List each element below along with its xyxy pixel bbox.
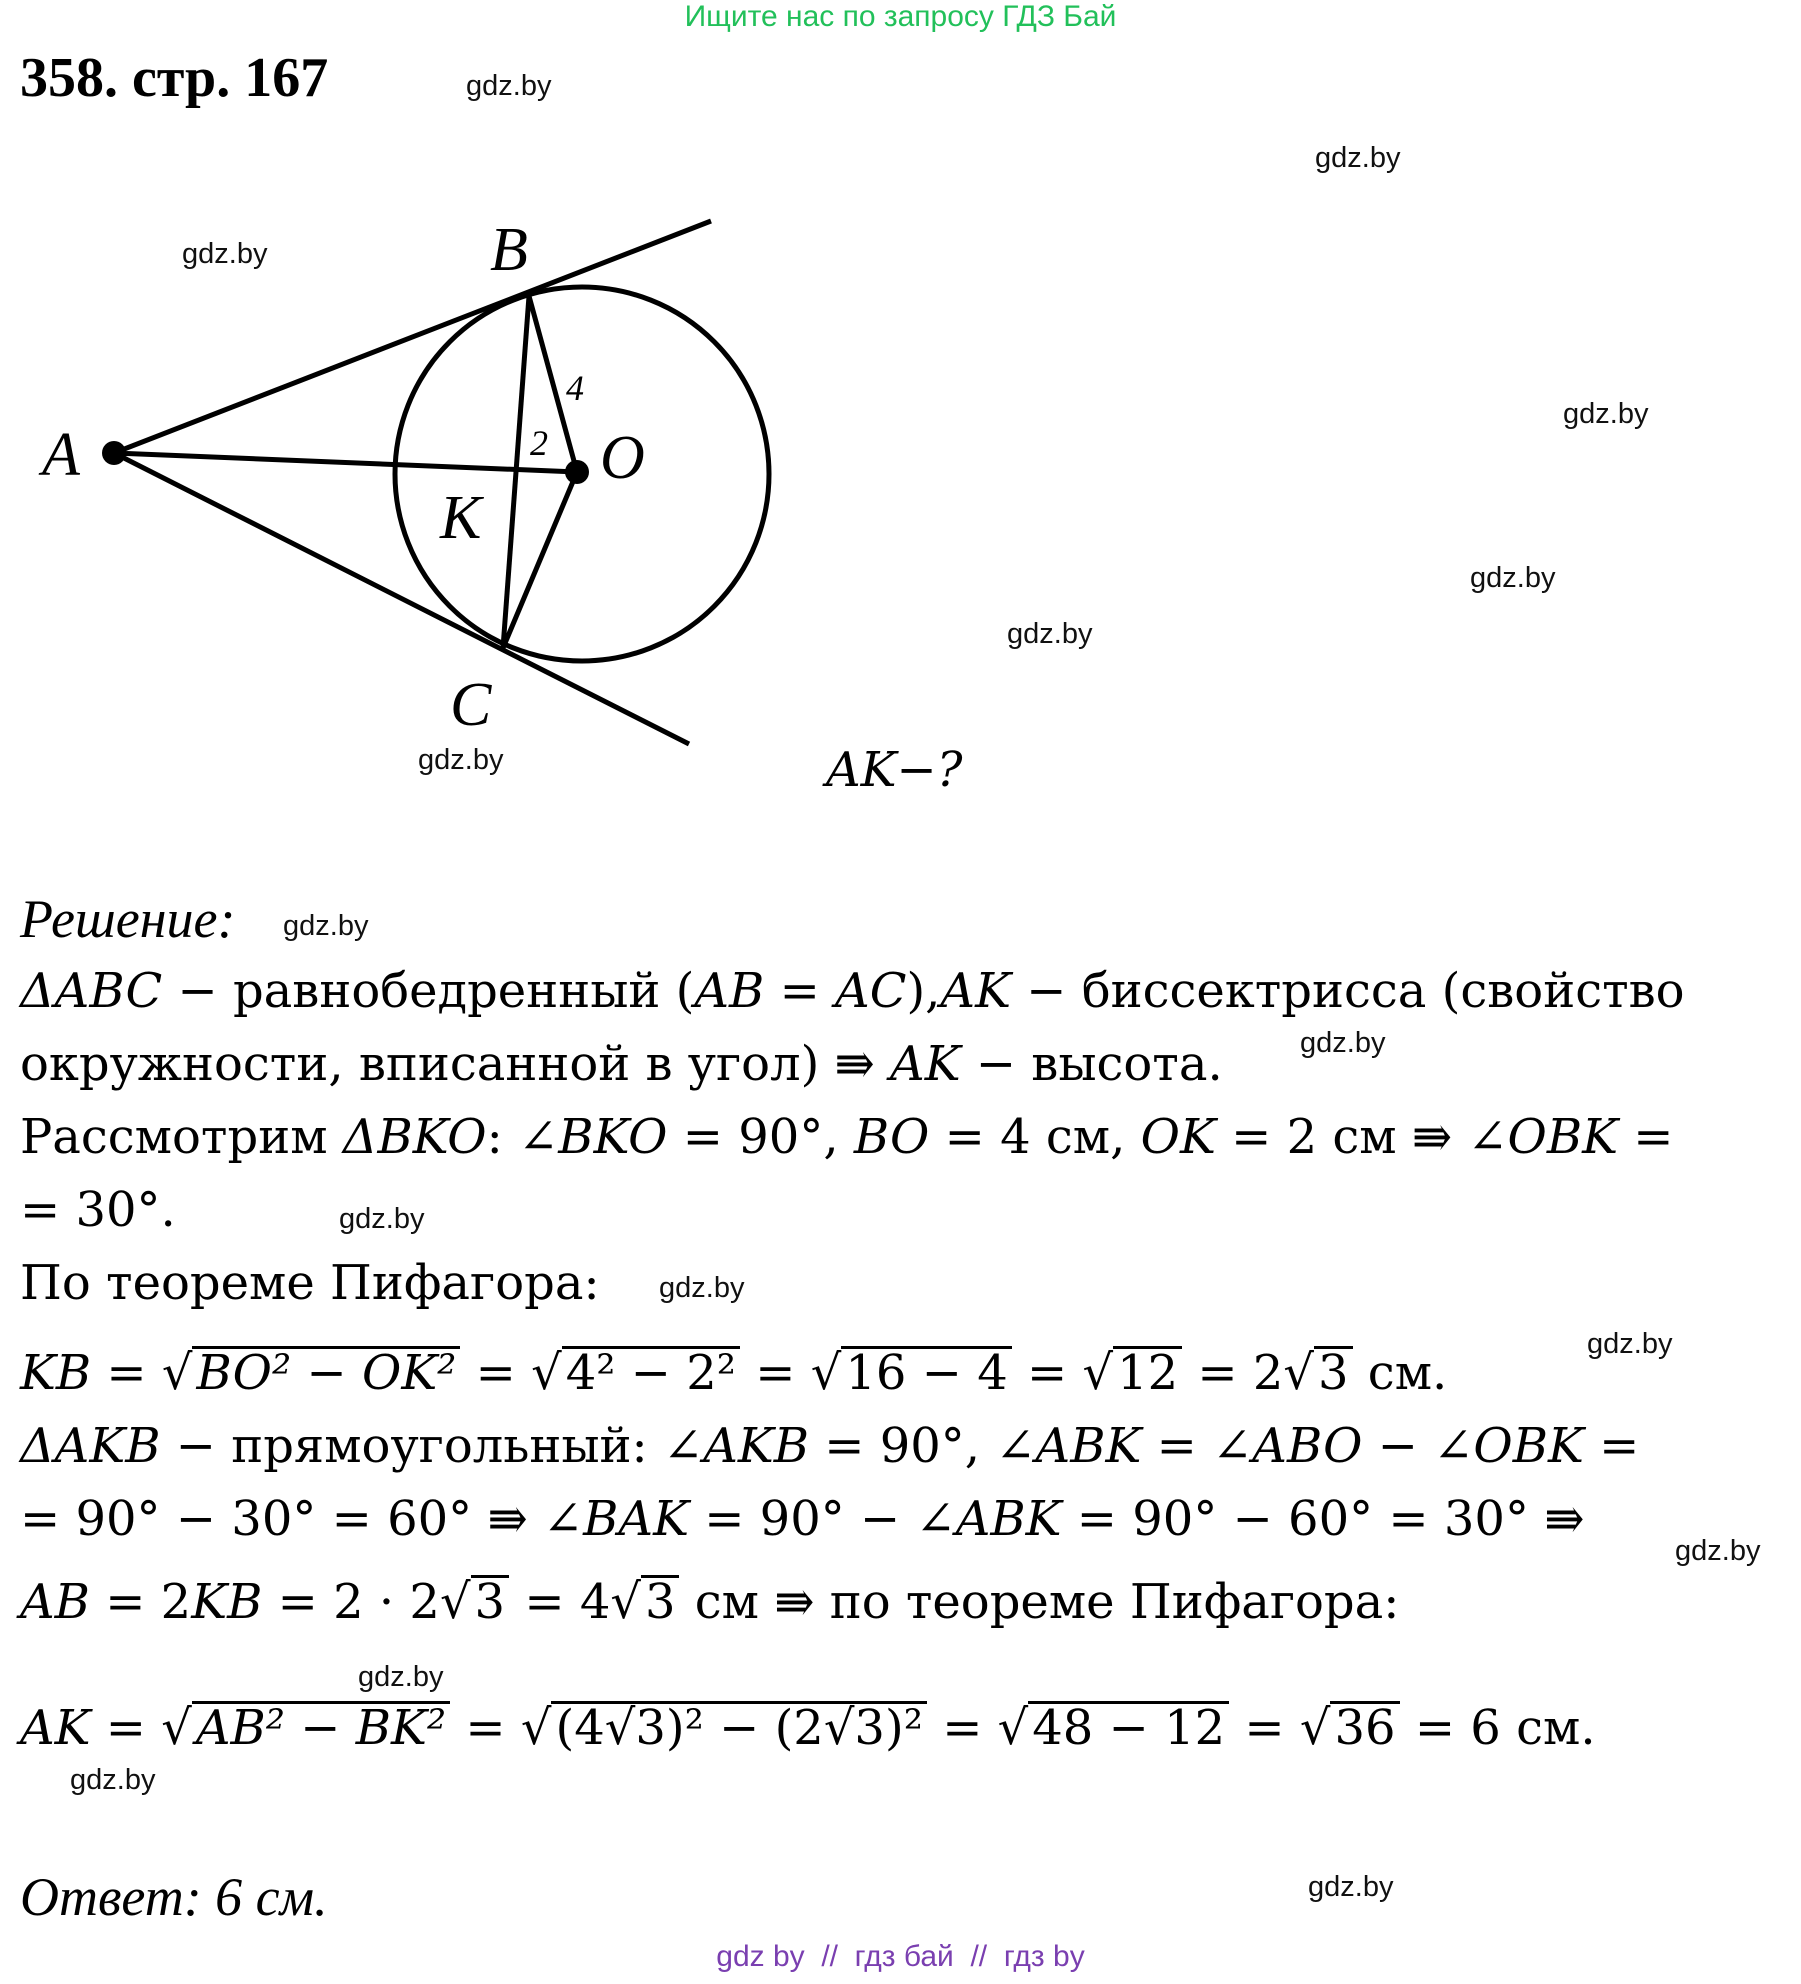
angle: OBK bbox=[1507, 1109, 1619, 1165]
angle: ABK bbox=[1035, 1418, 1142, 1474]
exercise-title: 358. стр. 167 bbox=[20, 47, 329, 109]
text: − высота. bbox=[960, 1036, 1223, 1092]
triangle-abc: ΔABC bbox=[20, 963, 163, 1019]
segment: OK bbox=[1140, 1109, 1216, 1165]
watermark: gdz.by bbox=[1675, 1535, 1761, 1567]
text: = 2 см ⇛ ∠ bbox=[1215, 1109, 1508, 1165]
radicand: 12 bbox=[1113, 1346, 1182, 1397]
watermark: gdz.by bbox=[283, 910, 369, 942]
watermark: gdz.by bbox=[358, 1661, 444, 1693]
text: − биссектрисса (свойство bbox=[1010, 963, 1685, 1019]
watermark: gdz.by bbox=[1308, 1871, 1394, 1903]
tangent-line-ab bbox=[114, 221, 711, 453]
text: = 90°, ∠ bbox=[808, 1418, 1036, 1474]
radicand: 3 bbox=[471, 1575, 510, 1626]
text: = 4√ bbox=[509, 1574, 641, 1630]
text: Рассмотрим bbox=[20, 1109, 343, 1165]
watermark: gdz.by bbox=[1300, 1027, 1386, 1059]
solution-line-9 bbox=[20, 1574, 1399, 1630]
radicand: BO² − OK² bbox=[192, 1346, 460, 1397]
text: ), bbox=[906, 963, 941, 1019]
radicand: 3 bbox=[641, 1575, 680, 1626]
text: см ⇛ по теореме Пифагора: bbox=[679, 1574, 1400, 1630]
radicand: AB² − BK² bbox=[192, 1701, 450, 1752]
solution-line-4: = 30°. bbox=[20, 1182, 176, 1238]
angle: ABO bbox=[1252, 1418, 1363, 1474]
angle: BAK bbox=[583, 1491, 689, 1547]
angle: BKO bbox=[558, 1109, 668, 1165]
point-o bbox=[565, 460, 589, 484]
text: = 90° − ∠ bbox=[688, 1491, 956, 1547]
watermark: gdz.by bbox=[1587, 1328, 1673, 1360]
text: = 2 bbox=[89, 1574, 192, 1630]
watermark: gdz.by bbox=[418, 744, 504, 776]
label-a: A bbox=[42, 421, 80, 489]
label-o: O bbox=[600, 424, 645, 492]
solution-line-6 bbox=[20, 1345, 1447, 1401]
solution-line-2 bbox=[20, 1036, 1223, 1092]
triangle-akb: ΔAKB bbox=[20, 1418, 161, 1474]
solution-line-10 bbox=[20, 1700, 1596, 1756]
text: = bbox=[1583, 1418, 1640, 1474]
text: = 90°, bbox=[667, 1109, 854, 1165]
solution-heading: Решение: bbox=[20, 889, 236, 949]
solution-line-1 bbox=[20, 963, 1685, 1019]
radicand: 4² − 2² bbox=[562, 1346, 740, 1397]
radicand: 36 bbox=[1330, 1701, 1399, 1752]
solution-line-8 bbox=[20, 1491, 1584, 1547]
text: : ∠ bbox=[486, 1109, 559, 1165]
search-banner: Ищите нас по запросу ГДЗ Бай bbox=[684, 0, 1117, 33]
radicand: 16 − 4 bbox=[841, 1346, 1011, 1397]
text: = ∠ bbox=[1141, 1418, 1253, 1474]
solution-line-5: По теореме Пифагора: bbox=[20, 1255, 600, 1311]
segment-kb: KB bbox=[20, 1345, 92, 1401]
angle: AKB bbox=[703, 1418, 809, 1474]
length-bo: 4 bbox=[566, 368, 584, 408]
text: = √ bbox=[740, 1345, 842, 1401]
tangent-line-ac bbox=[114, 453, 689, 744]
text: = 6 см. bbox=[1399, 1700, 1596, 1756]
label-b: B bbox=[490, 216, 528, 284]
answer: Ответ: 6 см. bbox=[20, 1867, 328, 1927]
segment: BO bbox=[853, 1109, 930, 1165]
text: = 2√ bbox=[1182, 1345, 1314, 1401]
watermark: gdz.by bbox=[466, 70, 552, 102]
text: = √ bbox=[926, 1700, 1029, 1756]
watermark: gdz.by bbox=[70, 1764, 156, 1796]
label-c: C bbox=[450, 671, 492, 739]
equality: AB = AC bbox=[694, 963, 907, 1019]
text: − равнобедренный ( bbox=[162, 963, 695, 1019]
angle: OBK bbox=[1473, 1418, 1584, 1474]
watermark: gdz.by bbox=[182, 238, 268, 270]
geometry-figure bbox=[0, 0, 900, 800]
text: = √ bbox=[450, 1700, 552, 1756]
label-k: K bbox=[440, 484, 482, 552]
watermark: gdz.by bbox=[1007, 618, 1093, 650]
text: = √ bbox=[1011, 1345, 1114, 1401]
segment-ao bbox=[114, 453, 577, 472]
text: см. bbox=[1352, 1345, 1448, 1401]
text: окружности, вписанной в угол) ⇛ bbox=[20, 1036, 891, 1092]
text: = √ bbox=[90, 1700, 192, 1756]
footer-links: gdz by // гдз бай // гдз by bbox=[716, 1940, 1085, 1973]
point-a bbox=[102, 441, 126, 465]
text: = √ bbox=[91, 1345, 193, 1401]
angle: ABK bbox=[955, 1491, 1062, 1547]
text: = 2 · 2√ bbox=[262, 1574, 471, 1630]
text: = √ bbox=[460, 1345, 562, 1401]
radicand: 3 bbox=[1314, 1346, 1353, 1397]
watermark: gdz.by bbox=[1315, 142, 1401, 174]
text: − прямоугольный: ∠ bbox=[160, 1418, 704, 1474]
text: = 90° − 30° = 60° ⇛ ∠ bbox=[20, 1491, 584, 1547]
triangle-bko: ΔBKO bbox=[342, 1109, 487, 1165]
length-ok: 2 bbox=[530, 423, 548, 463]
segment-ak: AK bbox=[940, 963, 1011, 1019]
solution-line-3 bbox=[20, 1109, 1674, 1165]
radicand: 48 − 12 bbox=[1028, 1701, 1229, 1752]
text: = bbox=[1618, 1109, 1674, 1165]
watermark: gdz.by bbox=[339, 1203, 425, 1235]
watermark: gdz.by bbox=[659, 1272, 745, 1304]
segment-ak: AK bbox=[890, 1036, 961, 1092]
watermark: gdz.by bbox=[1470, 562, 1556, 594]
segment-ab: AB bbox=[20, 1574, 90, 1630]
text: = √ bbox=[1229, 1700, 1331, 1756]
text: = 90° − 60° = 30° ⇛ bbox=[1061, 1491, 1585, 1547]
solution-line-7 bbox=[20, 1418, 1639, 1474]
radicand: (4√3)² − (2√3)² bbox=[551, 1701, 926, 1752]
text: = 4 см, bbox=[929, 1109, 1141, 1165]
question: AK−? bbox=[826, 742, 963, 798]
segment-kb: KB bbox=[191, 1574, 263, 1630]
text: − ∠ bbox=[1362, 1418, 1474, 1474]
watermark: gdz.by bbox=[1563, 398, 1649, 430]
segment-ak: AK bbox=[20, 1700, 91, 1756]
